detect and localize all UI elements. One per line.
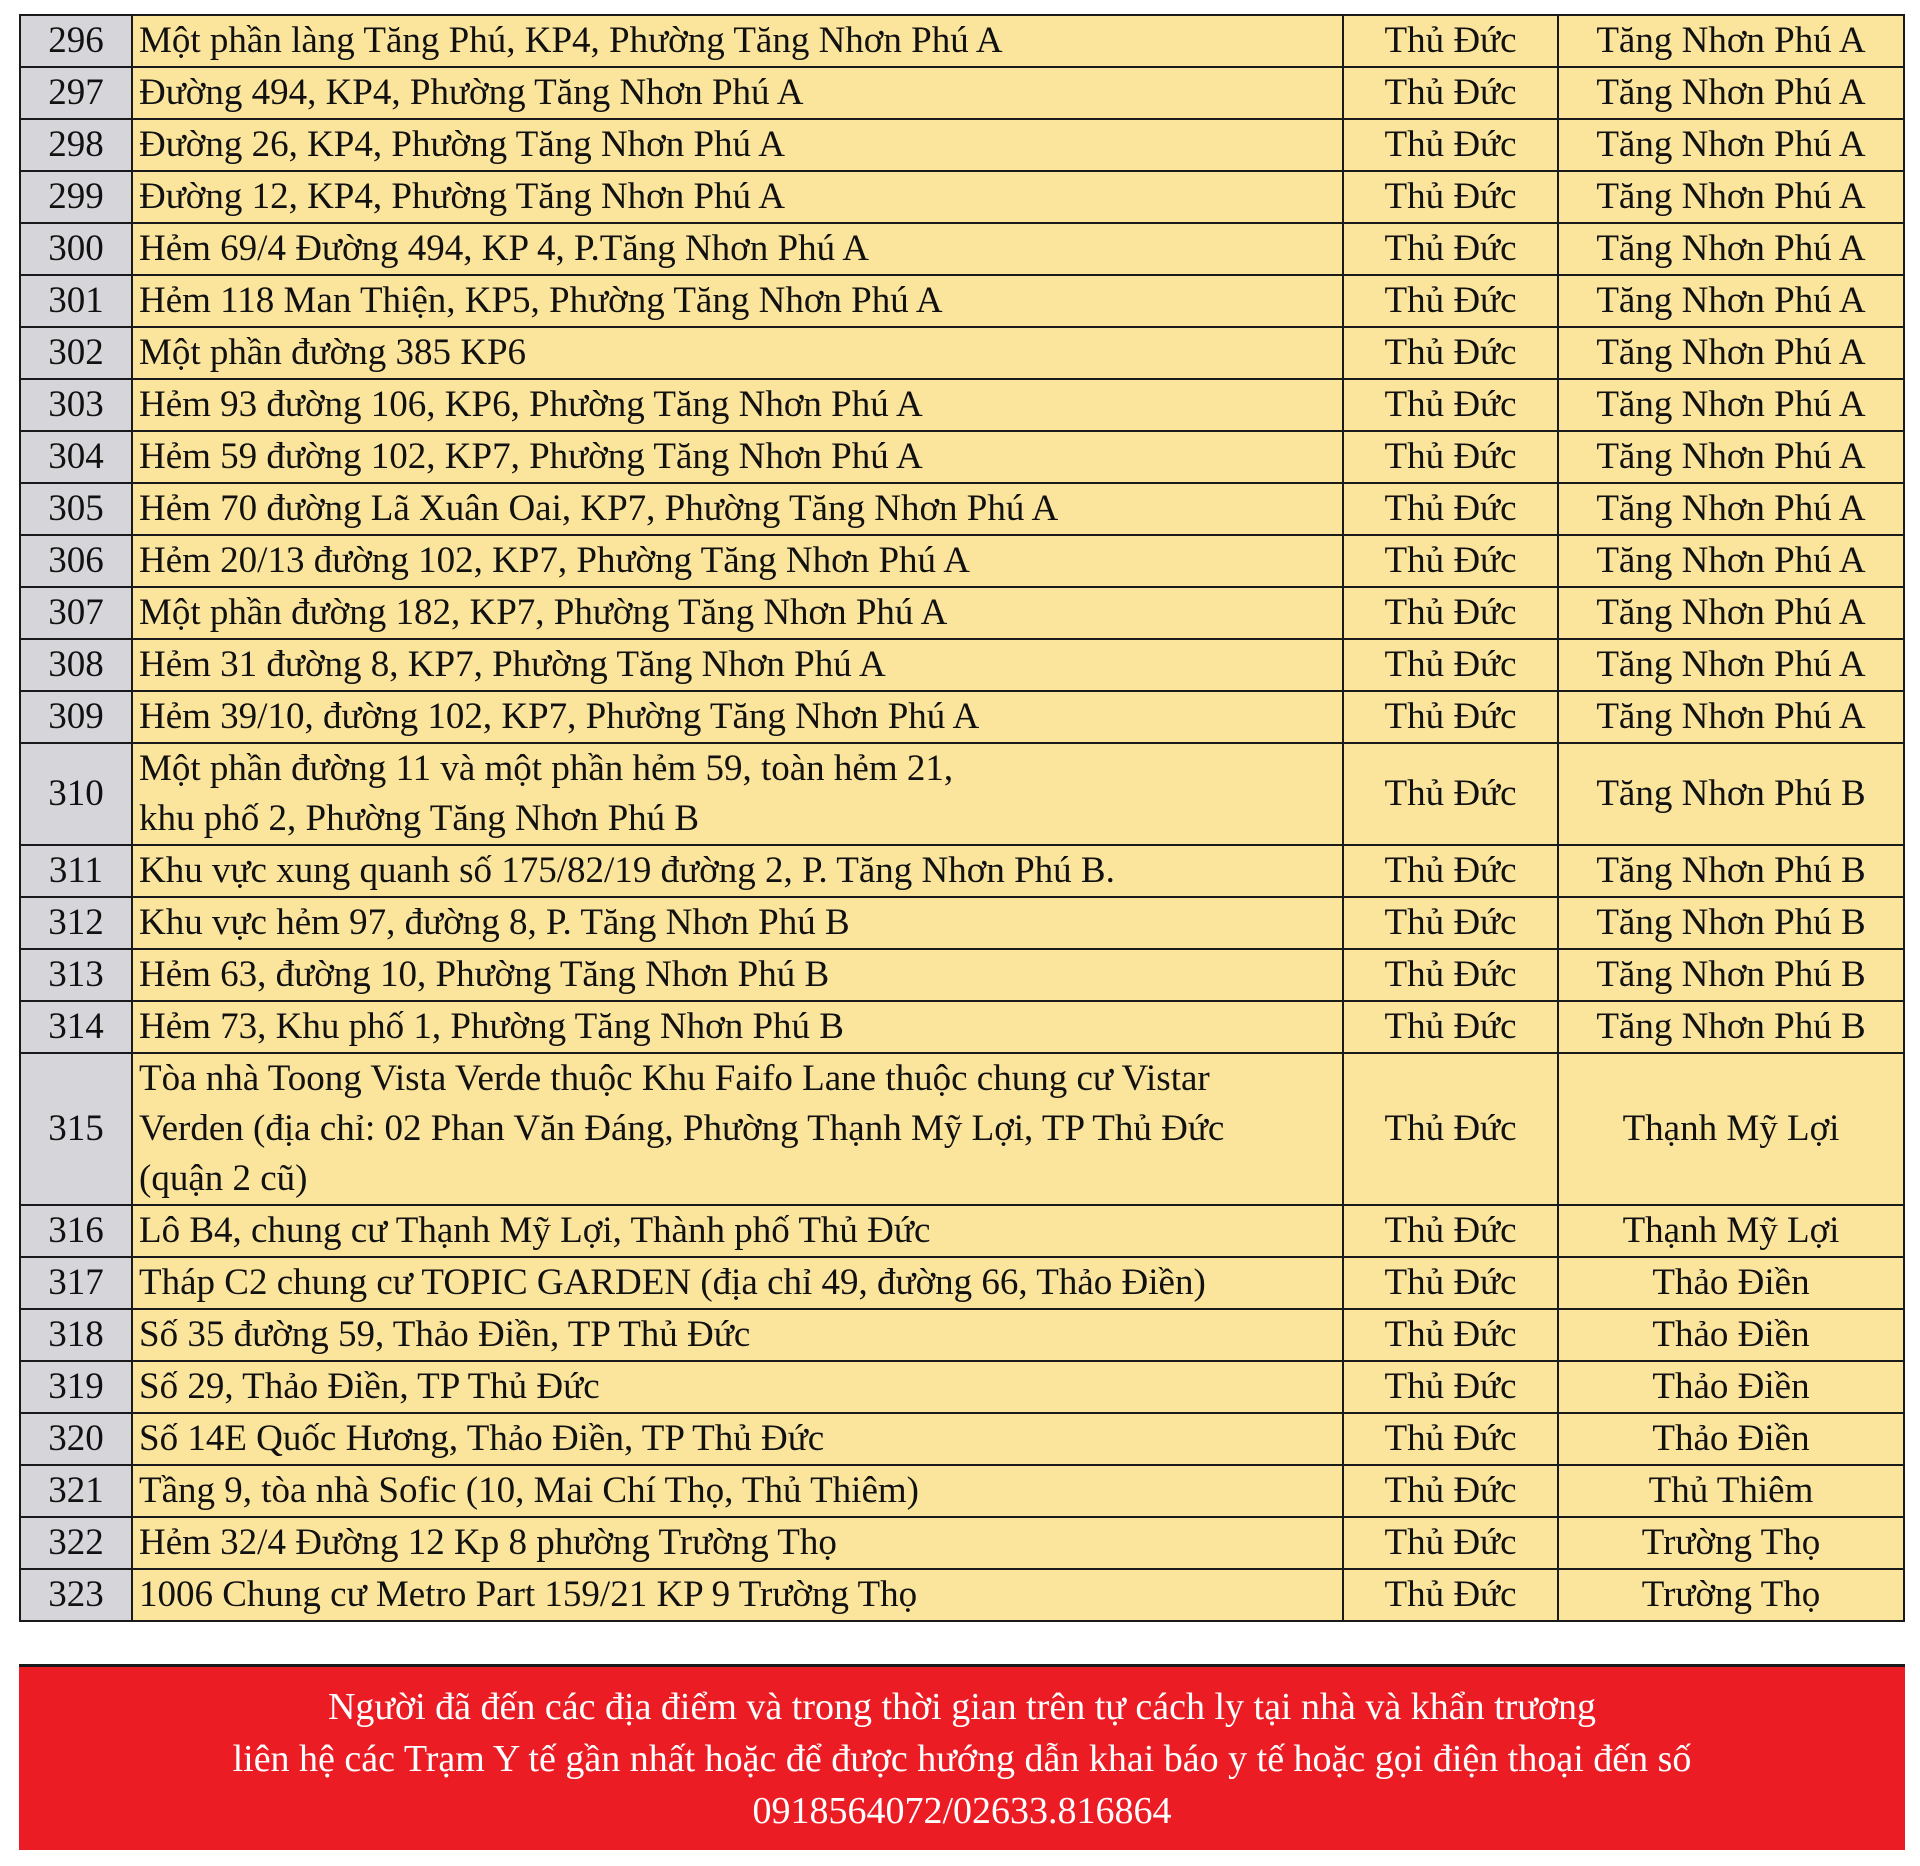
address-cell: Số 14E Quốc Hương, Thảo Điền, TP Thủ Đức bbox=[132, 1413, 1343, 1465]
address-line: (quận 2 cũ) bbox=[139, 1158, 308, 1199]
ward-cell: Tăng Nhơn Phú A bbox=[1558, 119, 1904, 171]
ward-cell: Tăng Nhơn Phú A bbox=[1558, 67, 1904, 119]
address-line: Một phần đường 11 và một phần hẻm 59, toàn hẻm 21, bbox=[139, 748, 954, 789]
address-cell: Hẻm 93 đường 106, KP6, Phường Tăng Nhơn Phú A bbox=[132, 379, 1343, 431]
table-row bbox=[20, 15, 1904, 67]
table-row bbox=[20, 119, 1904, 171]
row-number-cell: 302 bbox=[20, 327, 132, 379]
address-cell: Số 35 đường 59, Thảo Điền, TP Thủ Đức bbox=[132, 1309, 1343, 1361]
table-row bbox=[20, 1309, 1904, 1361]
ward-cell: Tăng Nhơn Phú A bbox=[1558, 483, 1904, 535]
ward-cell: Tăng Nhơn Phú A bbox=[1558, 431, 1904, 483]
table-row bbox=[20, 897, 1904, 949]
table-row bbox=[20, 1205, 1904, 1257]
district-cell: Thủ Đức bbox=[1343, 327, 1558, 379]
row-number-cell: 320 bbox=[20, 1413, 132, 1465]
ward-cell: Tăng Nhơn Phú B bbox=[1558, 743, 1904, 845]
address-cell: 1006 Chung cư Metro Part 159/21 KP 9 Trường Thọ bbox=[132, 1569, 1343, 1621]
address-cell: Khu vực hẻm 97, đường 8, P. Tăng Nhơn Phú B bbox=[132, 897, 1343, 949]
address-cell: Đường 494, KP4, Phường Tăng Nhơn Phú A bbox=[132, 67, 1343, 119]
address-line: Tòa nhà Toong Vista Verde thuộc Khu Faifo Lane thuộc chung cư Vistar bbox=[139, 1058, 1210, 1099]
ward-cell: Tăng Nhơn Phú A bbox=[1558, 15, 1904, 67]
row-number-cell: 312 bbox=[20, 897, 132, 949]
table-row bbox=[20, 1257, 1904, 1309]
address-cell: Đường 26, KP4, Phường Tăng Nhơn Phú A bbox=[132, 119, 1343, 171]
table-row bbox=[20, 171, 1904, 223]
address-cell: Hẻm 32/4 Đường 12 Kp 8 phường Trường Thọ bbox=[132, 1517, 1343, 1569]
address-cell: Hẻm 20/13 đường 102, KP7, Phường Tăng Nhơn Phú A bbox=[132, 535, 1343, 587]
table-row bbox=[20, 1465, 1904, 1517]
table-row bbox=[20, 1569, 1904, 1621]
table-row bbox=[20, 1517, 1904, 1569]
row-number-cell: 322 bbox=[20, 1517, 132, 1569]
address-cell: Khu vực xung quanh số 175/82/19 đường 2, P. Tăng Nhơn Phú B. bbox=[132, 845, 1343, 897]
district-cell: Thủ Đức bbox=[1343, 1413, 1558, 1465]
ward-cell: Tăng Nhơn Phú B bbox=[1558, 897, 1904, 949]
table-row bbox=[20, 223, 1904, 275]
district-cell: Thủ Đức bbox=[1343, 1465, 1558, 1517]
ward-cell: Thảo Điền bbox=[1558, 1309, 1904, 1361]
address-line: Verden (địa chỉ: 02 Phan Văn Đáng, Phường Thạnh Mỹ Lợi, TP Thủ Đức bbox=[139, 1108, 1225, 1149]
table-row bbox=[20, 587, 1904, 639]
row-number-cell: 315 bbox=[20, 1053, 132, 1205]
row-number-cell: 299 bbox=[20, 171, 132, 223]
district-cell: Thủ Đức bbox=[1343, 587, 1558, 639]
ward-cell: Tăng Nhơn Phú A bbox=[1558, 223, 1904, 275]
table-row bbox=[20, 379, 1904, 431]
ward-cell: Tăng Nhơn Phú A bbox=[1558, 639, 1904, 691]
row-number-cell: 307 bbox=[20, 587, 132, 639]
address-cell bbox=[132, 743, 1343, 845]
row-number-cell: 301 bbox=[20, 275, 132, 327]
address-cell: Hẻm 59 đường 102, KP7, Phường Tăng Nhơn Phú A bbox=[132, 431, 1343, 483]
ward-cell: Tăng Nhơn Phú B bbox=[1558, 1001, 1904, 1053]
address-cell: Hẻm 70 đường Lã Xuân Oai, KP7, Phường Tăng Nhơn Phú A bbox=[132, 483, 1343, 535]
table-row bbox=[20, 949, 1904, 1001]
district-cell: Thủ Đức bbox=[1343, 639, 1558, 691]
district-cell: Thủ Đức bbox=[1343, 845, 1558, 897]
district-cell: Thủ Đức bbox=[1343, 1205, 1558, 1257]
district-cell: Thủ Đức bbox=[1343, 15, 1558, 67]
district-cell: Thủ Đức bbox=[1343, 1361, 1558, 1413]
table-row bbox=[20, 1413, 1904, 1465]
row-number-cell: 308 bbox=[20, 639, 132, 691]
notice-line: liên hệ các Trạm Y tế gần nhất hoặc để được hướng dẫn khai báo y tế hoặc gọi điện thoại đến số bbox=[232, 1738, 1692, 1780]
district-cell: Thủ Đức bbox=[1343, 379, 1558, 431]
ward-cell: Thảo Điền bbox=[1558, 1361, 1904, 1413]
notice-line: Người đã đến các địa điểm và trong thời gian trên tự cách ly tại nhà và khẩn trương bbox=[327, 1686, 1596, 1728]
district-cell: Thủ Đức bbox=[1343, 1309, 1558, 1361]
table-row bbox=[20, 535, 1904, 587]
location-table-body bbox=[20, 15, 1904, 1621]
district-cell: Thủ Đức bbox=[1343, 1517, 1558, 1569]
district-cell: Thủ Đức bbox=[1343, 119, 1558, 171]
address-cell: Một phần đường 385 KP6 bbox=[132, 327, 1343, 379]
row-number-cell: 314 bbox=[20, 1001, 132, 1053]
address-cell: Số 29, Thảo Điền, TP Thủ Đức bbox=[132, 1361, 1343, 1413]
row-number-cell: 309 bbox=[20, 691, 132, 743]
row-number-cell: 316 bbox=[20, 1205, 132, 1257]
ward-cell: Tăng Nhơn Phú A bbox=[1558, 535, 1904, 587]
table-row bbox=[20, 639, 1904, 691]
district-cell: Thủ Đức bbox=[1343, 1001, 1558, 1053]
district-cell: Thủ Đức bbox=[1343, 949, 1558, 1001]
location-table-container bbox=[19, 14, 1905, 1622]
row-number-cell: 319 bbox=[20, 1361, 132, 1413]
row-number-cell: 318 bbox=[20, 1309, 132, 1361]
row-number-cell: 297 bbox=[20, 67, 132, 119]
address-cell: Tầng 9, tòa nhà Sofic (10, Mai Chí Thọ, Thủ Thiêm) bbox=[132, 1465, 1343, 1517]
table-row bbox=[20, 1053, 1904, 1205]
row-number-cell: 300 bbox=[20, 223, 132, 275]
ward-cell: Tăng Nhơn Phú A bbox=[1558, 587, 1904, 639]
district-cell: Thủ Đức bbox=[1343, 743, 1558, 845]
district-cell: Thủ Đức bbox=[1343, 171, 1558, 223]
address-cell: Một phần làng Tăng Phú, KP4, Phường Tăng Nhơn Phú A bbox=[132, 15, 1343, 67]
ward-cell: Tăng Nhơn Phú A bbox=[1558, 691, 1904, 743]
row-number-cell: 304 bbox=[20, 431, 132, 483]
table-row bbox=[20, 327, 1904, 379]
row-number-cell: 298 bbox=[20, 119, 132, 171]
address-cell: Đường 12, KP4, Phường Tăng Nhơn Phú A bbox=[132, 171, 1343, 223]
table-row bbox=[20, 275, 1904, 327]
ward-cell: Tăng Nhơn Phú A bbox=[1558, 171, 1904, 223]
row-number-cell: 303 bbox=[20, 379, 132, 431]
district-cell: Thủ Đức bbox=[1343, 1257, 1558, 1309]
table-row bbox=[20, 483, 1904, 535]
district-cell: Thủ Đức bbox=[1343, 223, 1558, 275]
table-row bbox=[20, 431, 1904, 483]
address-line: khu phố 2, Phường Tăng Nhơn Phú B bbox=[139, 798, 700, 839]
ward-cell: Tăng Nhơn Phú A bbox=[1558, 379, 1904, 431]
ward-cell: Trường Thọ bbox=[1558, 1569, 1904, 1621]
row-number-cell: 313 bbox=[20, 949, 132, 1001]
location-table bbox=[19, 14, 1905, 1622]
ward-cell: Tăng Nhơn Phú B bbox=[1558, 949, 1904, 1001]
address-cell: Hẻm 39/10, đường 102, KP7, Phường Tăng Nhơn Phú A bbox=[132, 691, 1343, 743]
address-cell: Tháp C2 chung cư TOPIC GARDEN (địa chỉ 49, đường 66, Thảo Điền) bbox=[132, 1257, 1343, 1309]
table-row bbox=[20, 67, 1904, 119]
address-cell: Hẻm 73, Khu phố 1, Phường Tăng Nhơn Phú B bbox=[132, 1001, 1343, 1053]
ward-cell: Tăng Nhơn Phú B bbox=[1558, 845, 1904, 897]
ward-cell: Trường Thọ bbox=[1558, 1517, 1904, 1569]
row-number-cell: 321 bbox=[20, 1465, 132, 1517]
notice-phone-numbers: 0918564072/02633.816864 bbox=[752, 1790, 1172, 1832]
row-number-cell: 317 bbox=[20, 1257, 132, 1309]
row-number-cell: 311 bbox=[20, 845, 132, 897]
address-cell bbox=[132, 1053, 1343, 1205]
district-cell: Thủ Đức bbox=[1343, 431, 1558, 483]
row-number-cell: 323 bbox=[20, 1569, 132, 1621]
ward-cell: Thảo Điền bbox=[1558, 1413, 1904, 1465]
row-number-cell: 305 bbox=[20, 483, 132, 535]
table-row bbox=[20, 743, 1904, 845]
address-cell: Hẻm 69/4 Đường 494, KP 4, P.Tăng Nhơn Phú A bbox=[132, 223, 1343, 275]
row-number-cell: 306 bbox=[20, 535, 132, 587]
district-cell: Thủ Đức bbox=[1343, 691, 1558, 743]
ward-cell: Thủ Thiêm bbox=[1558, 1465, 1904, 1517]
district-cell: Thủ Đức bbox=[1343, 897, 1558, 949]
district-cell: Thủ Đức bbox=[1343, 483, 1558, 535]
ward-cell: Tăng Nhơn Phú A bbox=[1558, 327, 1904, 379]
address-cell: Hẻm 118 Man Thiện, KP5, Phường Tăng Nhơn Phú A bbox=[132, 275, 1343, 327]
district-cell: Thủ Đức bbox=[1343, 535, 1558, 587]
table-row bbox=[20, 1001, 1904, 1053]
table-row bbox=[20, 1361, 1904, 1413]
district-cell: Thủ Đức bbox=[1343, 67, 1558, 119]
district-cell: Thủ Đức bbox=[1343, 1569, 1558, 1621]
district-cell: Thủ Đức bbox=[1343, 1053, 1558, 1205]
notice-banner bbox=[19, 1664, 1905, 1850]
address-cell: Lô B4, chung cư Thạnh Mỹ Lợi, Thành phố Thủ Đức bbox=[132, 1205, 1343, 1257]
ward-cell: Thạnh Mỹ Lợi bbox=[1558, 1205, 1904, 1257]
address-cell: Hẻm 31 đường 8, KP7, Phường Tăng Nhơn Phú A bbox=[132, 639, 1343, 691]
row-number-cell: 296 bbox=[20, 15, 132, 67]
address-cell: Hẻm 63, đường 10, Phường Tăng Nhơn Phú B bbox=[132, 949, 1343, 1001]
ward-cell: Tăng Nhơn Phú A bbox=[1558, 275, 1904, 327]
table-row bbox=[20, 691, 1904, 743]
row-number-cell: 310 bbox=[20, 743, 132, 845]
address-cell: Một phần đường 182, KP7, Phường Tăng Nhơn Phú A bbox=[132, 587, 1343, 639]
ward-cell: Thảo Điền bbox=[1558, 1257, 1904, 1309]
table-row bbox=[20, 845, 1904, 897]
district-cell: Thủ Đức bbox=[1343, 275, 1558, 327]
ward-cell: Thạnh Mỹ Lợi bbox=[1558, 1053, 1904, 1205]
